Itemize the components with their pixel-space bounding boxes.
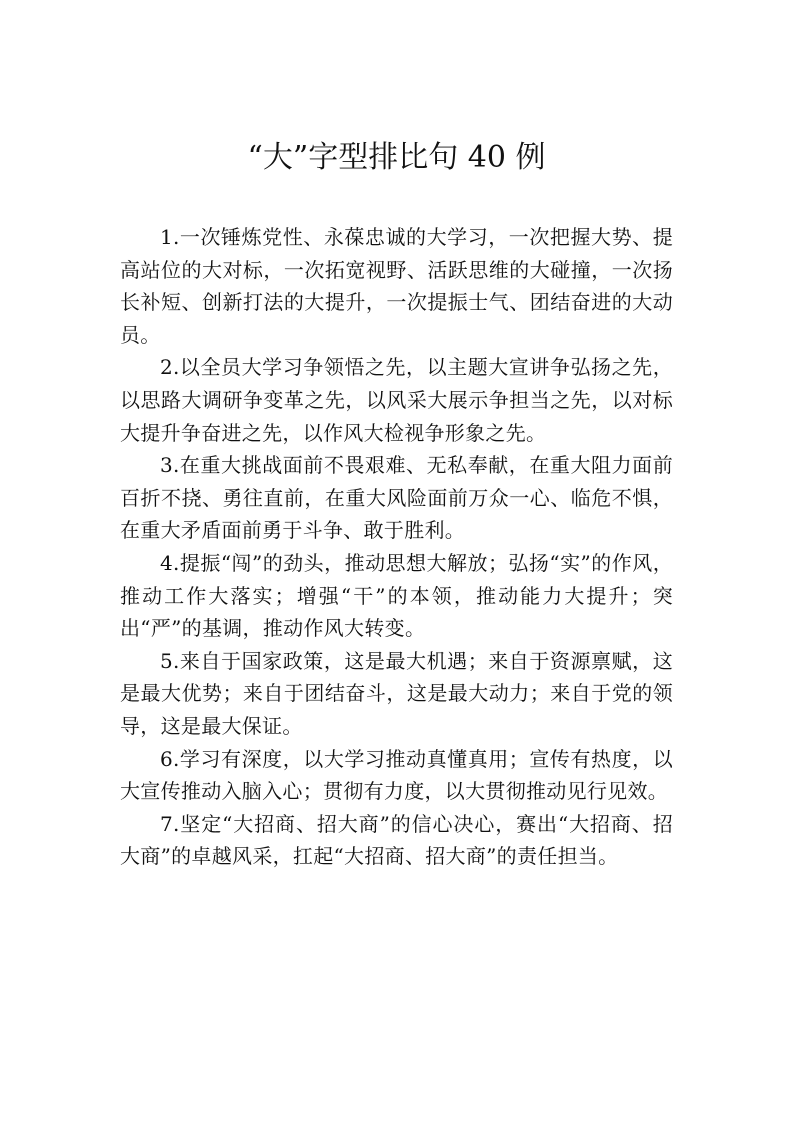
paragraph-3: 3.在重大挑战面前不畏艰难、无私奉献，在重大阻力面前百折不挠、勇往直前，在重大风险面前万众一心、临危不惧，在重大矛盾面前勇于斗争、敢于胜利。 (120, 453, 673, 543)
paragraph-1: 1.一次锤炼党性、永葆忠诚的大学习，一次把握大势、提高站位的大对标，一次拓宽视野、活跃思维的大碰撞，一次扬长补短、创新打法的大提升，一次提振士气、团结奋进的大动员。 (120, 225, 673, 347)
paragraph-7: 7.坚定“大招商、招大商”的信心决心，赛出“大招商、招大商”的卓越风采，扛起“大招商、招大商”的责任担当。 (120, 811, 673, 869)
paragraph-2: 2.以全员大学习争领悟之先，以主题大宣讲争弘扬之先，以思路大调研争变革之先，以风采大展示争担当之先，以对标大提升争奋进之先，以作风大检视争形象之先。 (120, 355, 673, 445)
paragraph-6: 6.学习有深度，以大学习推动真懂真用；宣传有热度，以大宣传推动入脑入心；贯彻有力度，以大贯彻推动见行见效。 (120, 746, 673, 804)
document-title: “大”字型排比句 40 例 (247, 140, 546, 175)
paragraph-5: 5.来自于国家政策，这是最大机遇；来自于资源禀赋，这是最大优势；来自于团结奋斗，这是最大动力；来自于党的领导，这是最大保证。 (120, 648, 673, 738)
paragraph-4: 4.提振“闯”的劲头，推动思想大解放；弘扬“实”的作风，推动工作大落实；增强“干”的本领，推动能力大提升；突出“严”的基调，推动作风大转变。 (120, 550, 673, 641)
document-body (120, 221, 673, 873)
